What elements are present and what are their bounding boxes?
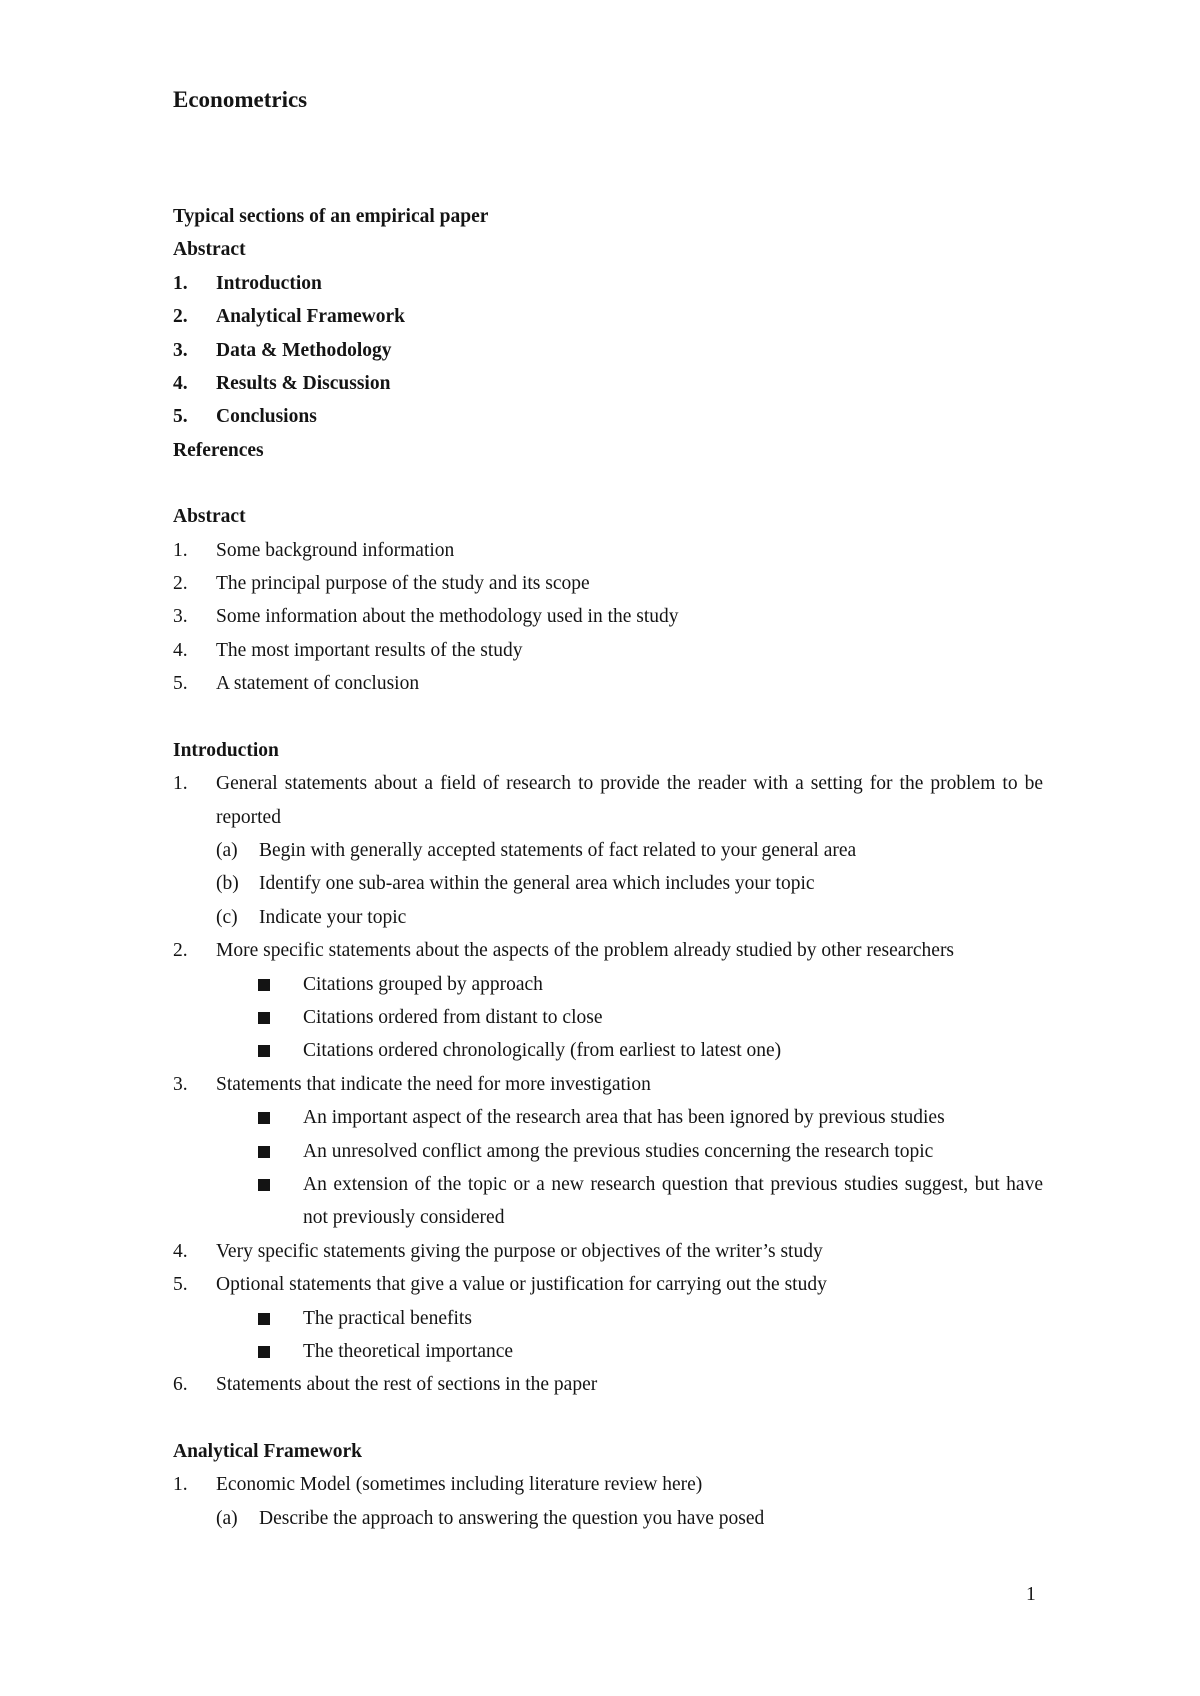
bullet-item: Citations ordered from distant to close: [173, 1001, 1043, 1034]
square-bullet-icon: [258, 1034, 303, 1067]
list-item: 3. Statements that indicate the need for more investigation: [173, 1073, 651, 1095]
sub-list-item: (b) Identify one sub-area within the general area which includes your topic: [216, 873, 815, 895]
bullet-item: The practical benefits: [173, 1302, 1043, 1335]
list-item: 4. Very specific statements giving the purpose or objectives of the writer’s study: [173, 1240, 823, 1262]
square-bullet-icon: [258, 1335, 303, 1368]
overview-references: References: [173, 439, 264, 461]
square-bullet-icon: [258, 1168, 303, 1235]
overview-heading: Typical sections of an empirical paper: [173, 206, 489, 227]
overview-section: 5. Conclusions: [173, 406, 317, 428]
sub-list-item: (a) Begin with generally accepted statements of fact related to your general area: [216, 839, 857, 861]
bullet-item: The theoretical importance: [173, 1335, 1043, 1368]
list-item: 2. The principal purpose of the study and its scope: [173, 573, 590, 595]
sub-list-item: (a) Describe the approach to answering the question you have posed: [216, 1507, 765, 1529]
overview-abstract: Abstract: [173, 239, 246, 261]
list-item: 1. Economic Model (sometimes including literature review here): [173, 1474, 703, 1496]
square-bullet-icon: [258, 1302, 303, 1335]
list-item: 1. Some background information: [173, 539, 455, 561]
bullet-item: An unresolved conflict among the previous studies concerning the research topic: [173, 1135, 1043, 1168]
overview-section: 3. Data & Methodology: [173, 339, 392, 361]
list-item: 1. General statements about a field of research to provide the reader with a setting for the problem to be reported: [173, 773, 1043, 828]
overview-section: 4. Results & Discussion: [173, 373, 391, 395]
bullet-item: An extension of the topic or a new research question that previous studies suggest, but have not previously considered: [173, 1168, 1043, 1235]
square-bullet-icon: [258, 1101, 303, 1134]
page-number: 1: [1026, 1584, 1036, 1605]
overview-section: 2. Analytical Framework: [173, 306, 406, 328]
list-item: 5. A statement of conclusion: [173, 673, 420, 695]
square-bullet-icon: [258, 1001, 303, 1034]
bullet-item: Citations grouped by approach: [173, 968, 1043, 1001]
list-item: 4. The most important results of the study: [173, 639, 523, 661]
square-bullet-icon: [258, 968, 303, 1001]
document-title: Econometrics: [173, 87, 308, 112]
list-item: 2. More specific statements about the aspects of the problem already studied by other researchers: [173, 940, 955, 962]
document-page: [173, 82, 1043, 1535]
bullet-item: An important aspect of the research area that has been ignored by previous studies: [173, 1101, 1043, 1134]
list-item: 3. Some information about the methodology used in the study: [173, 606, 679, 628]
overview-section: 1. Introduction: [173, 272, 322, 294]
sub-list-item: (c) Indicate your topic: [216, 906, 407, 928]
abstract-heading: Abstract: [173, 506, 246, 528]
bullet-item: Citations ordered chronologically (from earliest to latest one): [173, 1034, 1043, 1067]
list-item: 6. Statements about the rest of sections in the paper: [173, 1374, 598, 1396]
square-bullet-icon: [258, 1135, 303, 1168]
framework-heading: Analytical Framework: [173, 1440, 363, 1462]
introduction-heading: Introduction: [173, 739, 279, 761]
list-item: 5. Optional statements that give a value or justification for carrying out the study: [173, 1274, 827, 1296]
